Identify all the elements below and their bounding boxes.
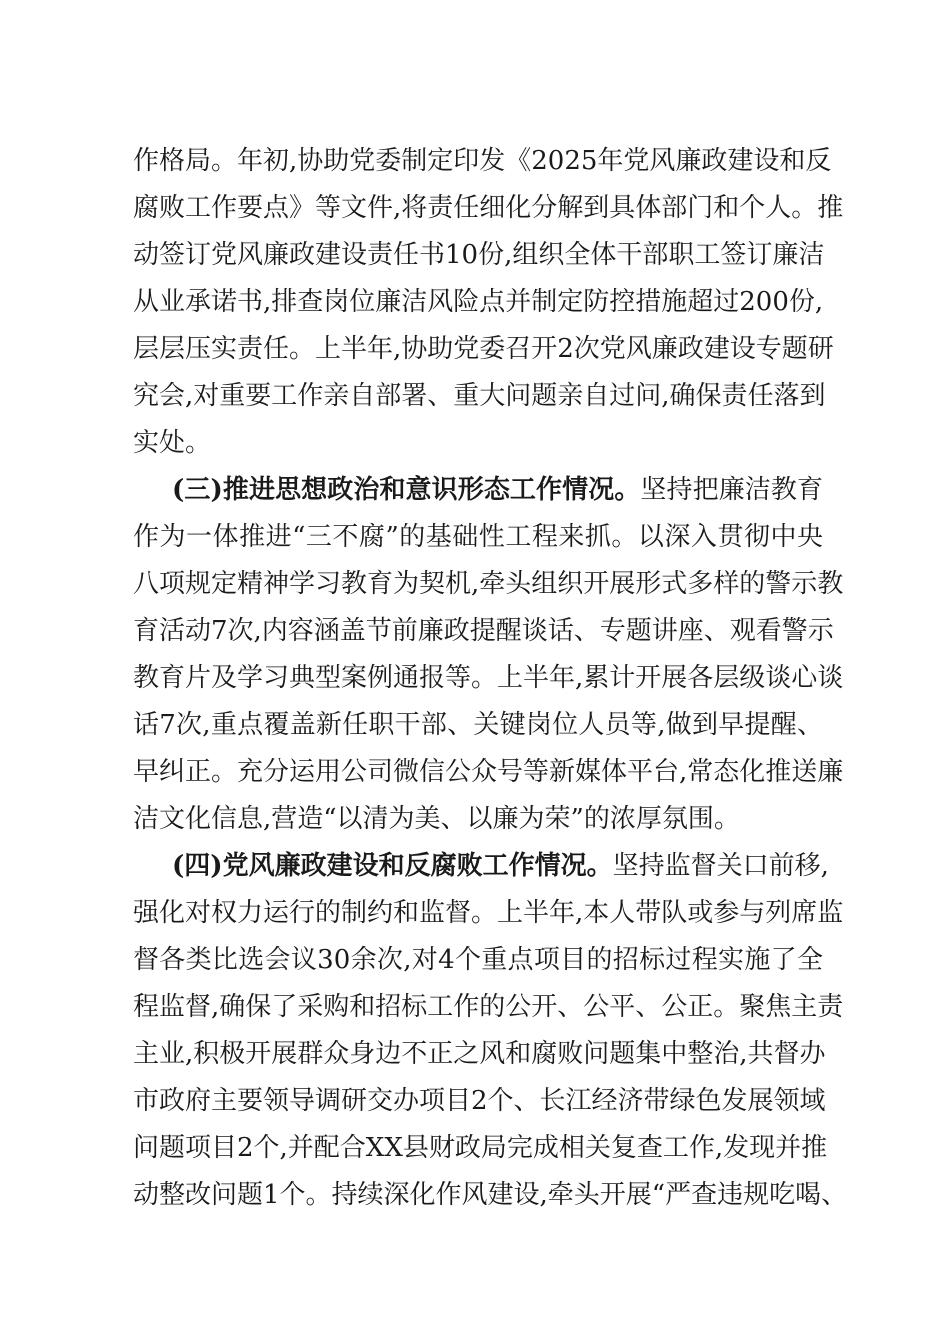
paragraph-line: 主业,积极开展群众身边不正之风和腐败问题集中整治,共督办 <box>133 1039 826 1069</box>
paragraph-line: 话7次,重点覆盖新任职干部、关键岗位人员等,做到早提醒、 <box>133 710 823 740</box>
paragraph-line: 实处。 <box>133 428 212 458</box>
section-3-heading: (三)推进思想政治和意识形态工作情况。 <box>172 475 641 505</box>
paragraph-line: 从业承诺书,排查岗位廉洁风险点并制定防控措施超过200份, <box>133 287 824 317</box>
paragraph-line: 教育片及学习典型案例通报等。上半年,累计开展各层级谈心谈 <box>133 663 844 693</box>
paragraph-line: 督各类比选会议30余次,对4个重点项目的招标过程实施了全 <box>133 945 823 975</box>
paragraph-line: 腐败工作要点》等文件,将责任细化分解到具体部门和个人。推 <box>133 193 844 223</box>
paragraph-line: 动签订党风廉政建设责任书10份,组织全体干部职工签订廉洁 <box>133 240 825 270</box>
paragraph-line: 市政府主要领导调研交办项目2个、长江经济带绿色发展领域 <box>133 1086 826 1116</box>
paragraph-line: 育活动7次,内容涵盖节前廉政提醒谈话、专题讲座、观看警示 <box>133 616 834 646</box>
paragraph-line: 程监督,确保了采购和招标工作的公开、公平、公正。聚焦主责 <box>133 992 844 1022</box>
section-4-first-line <box>172 849 829 883</box>
section-4-first-line-text: 坚持监督关口前移, <box>612 851 829 881</box>
paragraph-line: 层层压实责任。上半年,协助党委召开2次党风廉政建设专题研 <box>133 334 834 364</box>
section-3-first-line-text: 坚持把廉洁教育 <box>640 475 823 505</box>
paragraph-line: 动整改问题1个。持续深化作风建设,牵头开展“严查违规吃喝、 <box>133 1180 848 1210</box>
paragraph-line: 究会,对重要工作亲自部署、重大问题亲自过问,确保责任落到 <box>133 381 826 411</box>
paragraph-line: 洁文化信息,营造“以清为美、以廉为荣”的浓厚氛围。 <box>133 804 740 834</box>
paragraph-line: 强化对权力运行的制约和监督。上半年,本人带队或参与列席监 <box>133 898 844 928</box>
paragraph-line: 作格局。年初,协助党委制定印发《2025年党风廉政建设和反 <box>133 146 832 176</box>
paragraph-line: 作为一体推进“三不腐”的基础性工程来抓。以深入贯彻中央 <box>133 522 823 552</box>
paragraph-line: 问题项目2个,并配合XX县财政局完成相关复查工作,发现并推 <box>133 1133 828 1163</box>
paragraph-line: 早纠正。充分运用公司微信公众号等新媒体平台,常态化推送廉 <box>133 757 844 787</box>
section-3-first-line <box>172 473 823 507</box>
paragraph-line: 八项规定精神学习教育为契机,牵头组织开展形式多样的警示教 <box>133 569 844 599</box>
section-4-heading: (四)党风廉政建设和反腐败工作情况。 <box>172 851 613 881</box>
